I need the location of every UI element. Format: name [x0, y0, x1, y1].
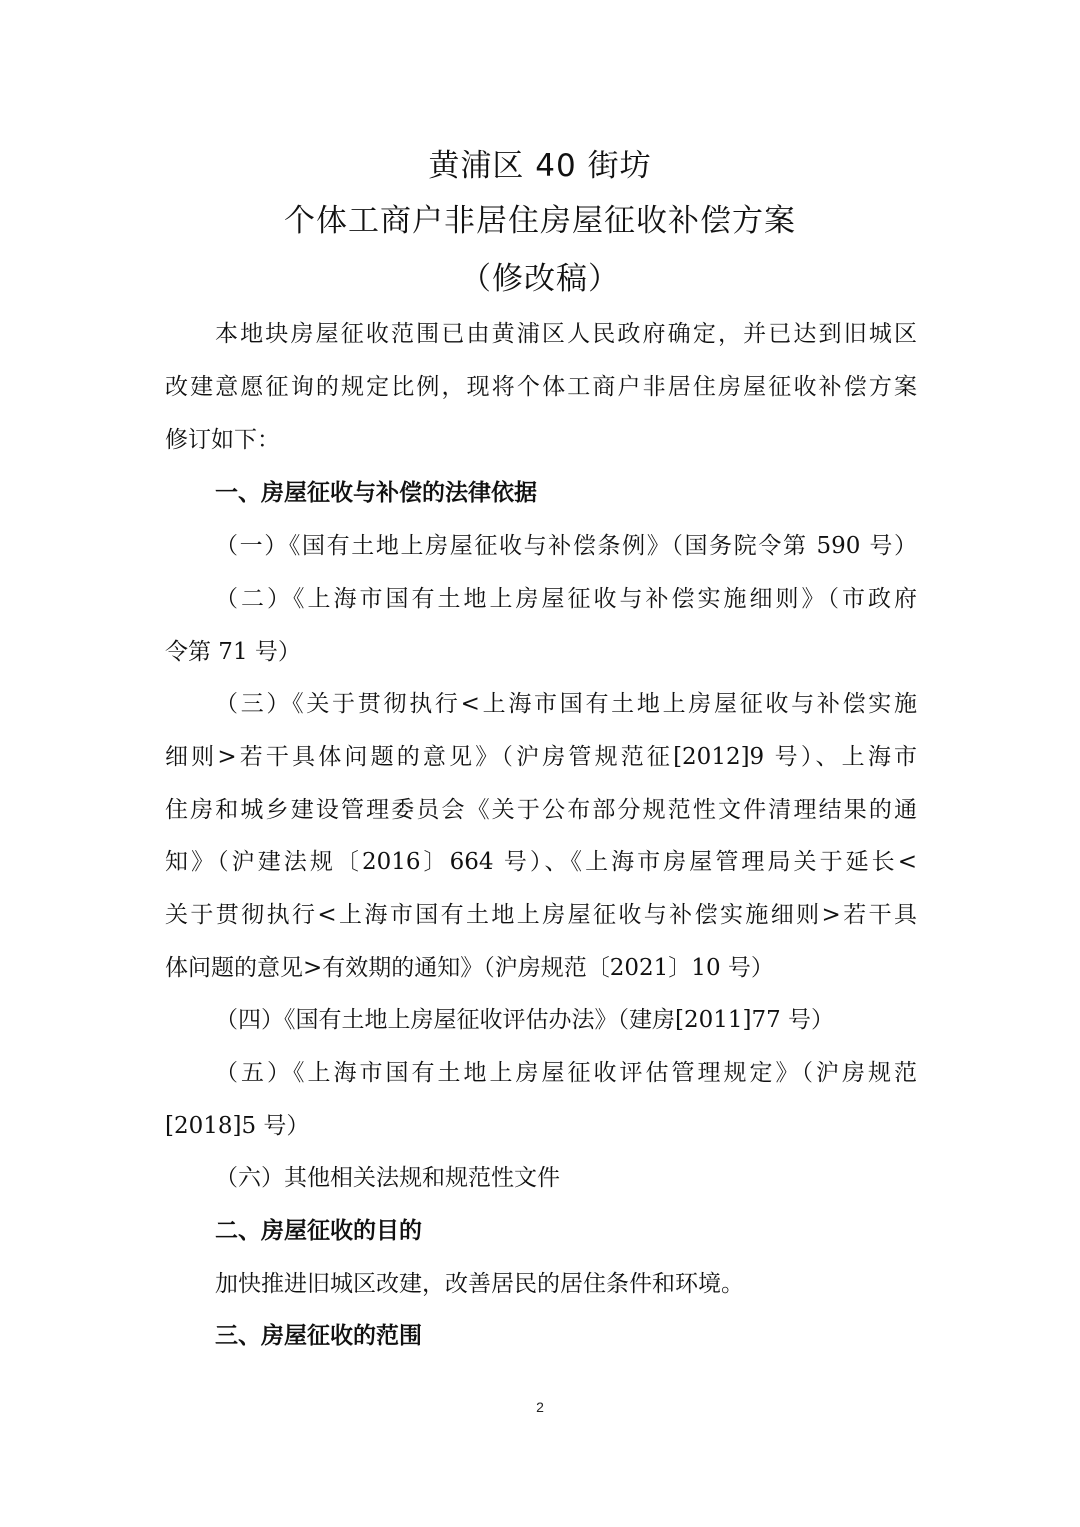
section-1-item-2-line-2: 令第 71 号）	[165, 639, 301, 665]
section-1-item-5-line-1: （五）《上海市国有土地上房屋征收评估管理规定》（沪房规范	[215, 1060, 917, 1086]
section-1-heading: 一、房屋征收与补偿的法律依据	[215, 480, 537, 506]
document-title-line-1: 黄浦区 40 街坊	[428, 148, 652, 184]
section-1-item-3-line-1: （三）《关于贯彻执行<上海市国有土地上房屋征收与补偿实施	[215, 691, 917, 717]
section-1-item-3-line-6: 体问题的意见>有效期的通知》（沪房规范〔2021〕10 号）	[165, 955, 774, 981]
section-1-item-3-line-4: 知》（沪建法规〔2016〕664 号）、《上海市房屋管理局关于延长<	[165, 849, 917, 875]
intro-line-2: 改建意愿征询的规定比例，现将个体工商户非居住房屋征收补偿方案	[165, 374, 917, 400]
section-1-item-1: （一）《国有土地上房屋征收与补偿条例》（国务院令第 590 号）	[215, 533, 917, 559]
section-2-text: 加快推进旧城区改建，改善居民的居住条件和环境。	[215, 1271, 744, 1297]
document-title-line-3: （修改稿）	[460, 261, 620, 297]
section-1-item-2-line-1: （二）《上海市国有土地上房屋征收与补偿实施细则》（市政府	[215, 586, 917, 612]
section-3-heading: 三、房屋征收的范围	[215, 1323, 422, 1349]
section-2-heading: 二、房屋征收的目的	[215, 1218, 422, 1244]
page-number: 2	[536, 1399, 544, 1415]
section-1-item-3-line-5: 关于贯彻执行<上海市国有土地上房屋征收与补偿实施细则>若干具	[165, 902, 917, 928]
section-1-item-3-line-3: 住房和城乡建设管理委员会《关于公布部分规范性文件清理结果的通	[165, 797, 917, 823]
section-1-item-4: （四）《国有土地上房屋征收评估办法》（建房[2011]77 号）	[215, 1007, 835, 1033]
section-1-item-5-line-2: [2018]5 号）	[165, 1113, 310, 1139]
intro-line-3: 修订如下：	[165, 427, 280, 453]
document-title-line-2: 个体工商户非居住房屋征收补偿方案	[284, 203, 796, 239]
section-1-item-3-line-2: 细则>若干具体问题的意见》（沪房管规范征[2012]9 号）、上海市	[165, 744, 917, 770]
section-1-item-6: （六）其他相关法规和规范性文件	[215, 1165, 560, 1191]
intro-line-1: 本地块房屋征收范围已由黄浦区人民政府确定，并已达到旧城区	[215, 321, 917, 347]
